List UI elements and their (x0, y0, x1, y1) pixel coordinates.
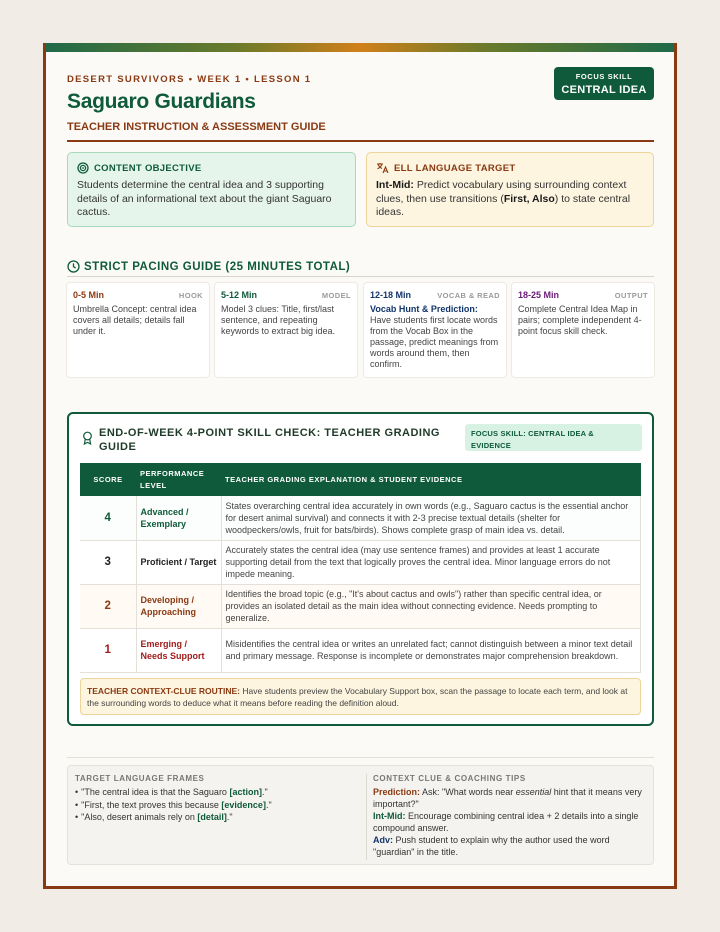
table-row (80, 540, 641, 584)
pacing-tag: HOOK (178, 291, 203, 300)
frame-text: ." (226, 812, 233, 822)
pacing-text (370, 304, 500, 370)
pacing-tag: OUTPUT (614, 291, 648, 300)
grading-table (80, 463, 641, 673)
level-cell: Developing / Approaching (136, 584, 221, 628)
clock-icon (67, 260, 80, 273)
score-cell: 1 (80, 628, 136, 672)
routine-label: TEACHER CONTEXT-CLUE ROUTINE: (87, 686, 240, 696)
frame-text: ." (261, 787, 268, 797)
table-row (80, 628, 641, 672)
pacing-heading (67, 260, 350, 273)
tip-int-mid (373, 810, 643, 834)
tip-label: Adv: (373, 835, 393, 845)
ell-target-heading: ELL LANGUAGE TARGET (394, 162, 516, 174)
coaching-tips-heading: CONTEXT CLUE & COACHING TIPS (373, 774, 526, 783)
frame-text: "Also, desert animals rely on (81, 812, 198, 822)
pacing-time: 5-12 Min (221, 290, 258, 300)
tip-adv (373, 834, 643, 858)
pacing-bold-label: Vocab Hunt & Prediction: (370, 304, 478, 314)
frame-slot: [action] (229, 787, 262, 797)
tip-text: Ask: "What words near (420, 787, 516, 797)
ell-level-label: Int-Mid: (376, 179, 414, 191)
coaching-tips-column (373, 774, 643, 858)
content-objective-text: Students determine the central idea and 3 supporting details of an informational text about the giant Saguaro cactus. (77, 179, 332, 218)
explanation-cell: Accurately states the central idea (may use sentence frames) and provides at least 1 accurate supporting detail from the text that logically proves the central idea. Minor language errors do not impede meaning. (221, 540, 641, 584)
pacing-block (512, 283, 654, 377)
pacing-time: 12-18 Min (370, 290, 412, 300)
column-header: SCORE (80, 463, 136, 496)
language-frames-heading: TARGET LANGUAGE FRAMES (75, 774, 205, 783)
tip-label: Int-Mid: (373, 811, 406, 821)
translate-icon (376, 162, 389, 174)
level-cell: Advanced / Exemplary (136, 496, 221, 540)
explanation-cell: States overarching central idea accurately in own words (e.g., Saguaro cactus is the essential anchor for desert animal survival) and connects it with 2-3 precise textual details (shelter for woodpeckers/owls, fruit for bats/birds). Shows complete grasp of main idea vs. detail. (221, 496, 641, 540)
page-subtitle: TEACHER INSTRUCTION & ASSESSMENT GUIDE (67, 121, 326, 133)
tip-emphasis: essential (515, 787, 552, 797)
pacing-divider (67, 276, 654, 277)
focus-skill-label: FOCUS SKILL (575, 72, 633, 81)
score-cell: 2 (80, 584, 136, 628)
content-objective-card (67, 152, 356, 227)
frame-slot: [detail] (197, 812, 227, 822)
explanation-cell: Misidentifies the central idea or writes an unrelated fact; cannot distinguish between a minor text detail and primary message. Response is incomplete or demonstrates major comprehension breakdown. (221, 628, 641, 672)
tip-text: Push student to explain why the author used the word "guardian" in the title. (373, 835, 610, 857)
pacing-text: Model 3 clues: Title, first/last sentence, and repeating keywords to extract big idea. (221, 304, 336, 336)
context-clue-routine (80, 678, 641, 715)
focus-skill-badge (554, 67, 654, 100)
frame-text: "First, the text proves this because (81, 799, 222, 810)
tip-label: Prediction: (373, 787, 421, 797)
pacing-time: 18-25 Min (518, 290, 560, 300)
tip-text: Encourage combining central idea + 2 details into a single compound answer. (373, 811, 639, 833)
table-row (80, 584, 641, 628)
ell-target-card (366, 152, 654, 227)
page-title: Saguaro Guardians (67, 90, 256, 113)
target-icon (77, 162, 89, 174)
top-accent-bar (46, 43, 674, 52)
grading-guide-heading: END-OF-WEEK 4-POINT SKILL CHECK: TEACHER GRADING GUIDE (99, 427, 440, 453)
ell-transition-words: First, Also (503, 192, 555, 205)
focus-skill-value: CENTRAL IDEA (561, 84, 647, 96)
ell-text-part: Predict vocabulary using surrounding context clues, then use transitions ( (376, 179, 627, 205)
footer-column-divider (366, 774, 367, 860)
column-header: PERFORMANCE LEVEL (136, 463, 221, 496)
lesson-page (43, 43, 677, 889)
frame-text: ." (265, 799, 272, 810)
score-cell: 3 (80, 540, 136, 584)
lesson-kicker: DESERT SURVIVORS • WEEK 1 • LESSON 1 (67, 74, 312, 85)
pacing-tag: VOCAB & READ (437, 291, 500, 300)
explanation-cell: Identifies the broad topic (e.g., "It's about cactus and owls") rather than specific central idea, or provides an isolated detail as the main idea without connecting evidence. Needs prompting to generalize. (221, 584, 641, 628)
grading-focus-chip: FOCUS SKILL: CENTRAL IDEA & EVIDENCE (465, 424, 642, 451)
language-frames-column (75, 774, 360, 824)
award-icon (82, 431, 93, 454)
pacing-text-body: Have students first locate words from the Vocab Box in the passage, predict meanings from words around them, then confirm. (370, 315, 499, 369)
list-item: • "First, the text proves this because [evidence]." (75, 799, 272, 810)
table-row (80, 496, 641, 540)
tip-prediction (373, 786, 643, 810)
frame-text: "The central idea is that the Saguaro (81, 787, 230, 797)
footer-panel (67, 765, 654, 865)
frame-slot: [evidence] (221, 799, 266, 810)
content-objective-heading: CONTENT OBJECTIVE (94, 162, 202, 174)
pacing-text: Umbrella Concept: central idea covers all details; details fall under it. (73, 304, 197, 336)
tip-text: hint that it means very important?" (373, 787, 642, 809)
header-divider (67, 140, 654, 142)
level-cell: Emerging / Needs Support (136, 628, 221, 672)
column-header: TEACHER GRADING EXPLANATION & STUDENT EVIDENCE (221, 463, 641, 496)
pacing-heading-text: STRICT PACING GUIDE (25 MINUTES TOTAL) (84, 260, 351, 273)
pacing-block (215, 283, 357, 377)
ell-text-part: ) to state central ideas. (376, 192, 631, 218)
grading-guide-card (67, 412, 654, 726)
pacing-text: Complete Central Idea Map in pairs; complete independent 4-point focus skill check. (518, 304, 642, 336)
grading-table-header (80, 463, 641, 496)
list-item: • "The central idea is that the Saguaro [action]." (75, 787, 268, 797)
pacing-tag: MODEL (321, 291, 351, 300)
pacing-time: 0-5 Min (73, 290, 105, 300)
score-cell: 4 (80, 496, 136, 540)
list-item: • "Also, desert animals rely on [detail]." (75, 812, 233, 822)
pacing-block (364, 283, 506, 377)
level-cell: Proficient / Target (136, 540, 221, 584)
pacing-block (67, 283, 209, 377)
routine-text: Have students preview the Vocabulary Support box, scan the passage to locate each term, and look at the surrounding words to deduce what it means before reading the definition aloud. (87, 686, 628, 708)
footer-divider (67, 757, 654, 758)
ell-target-text (376, 179, 644, 220)
